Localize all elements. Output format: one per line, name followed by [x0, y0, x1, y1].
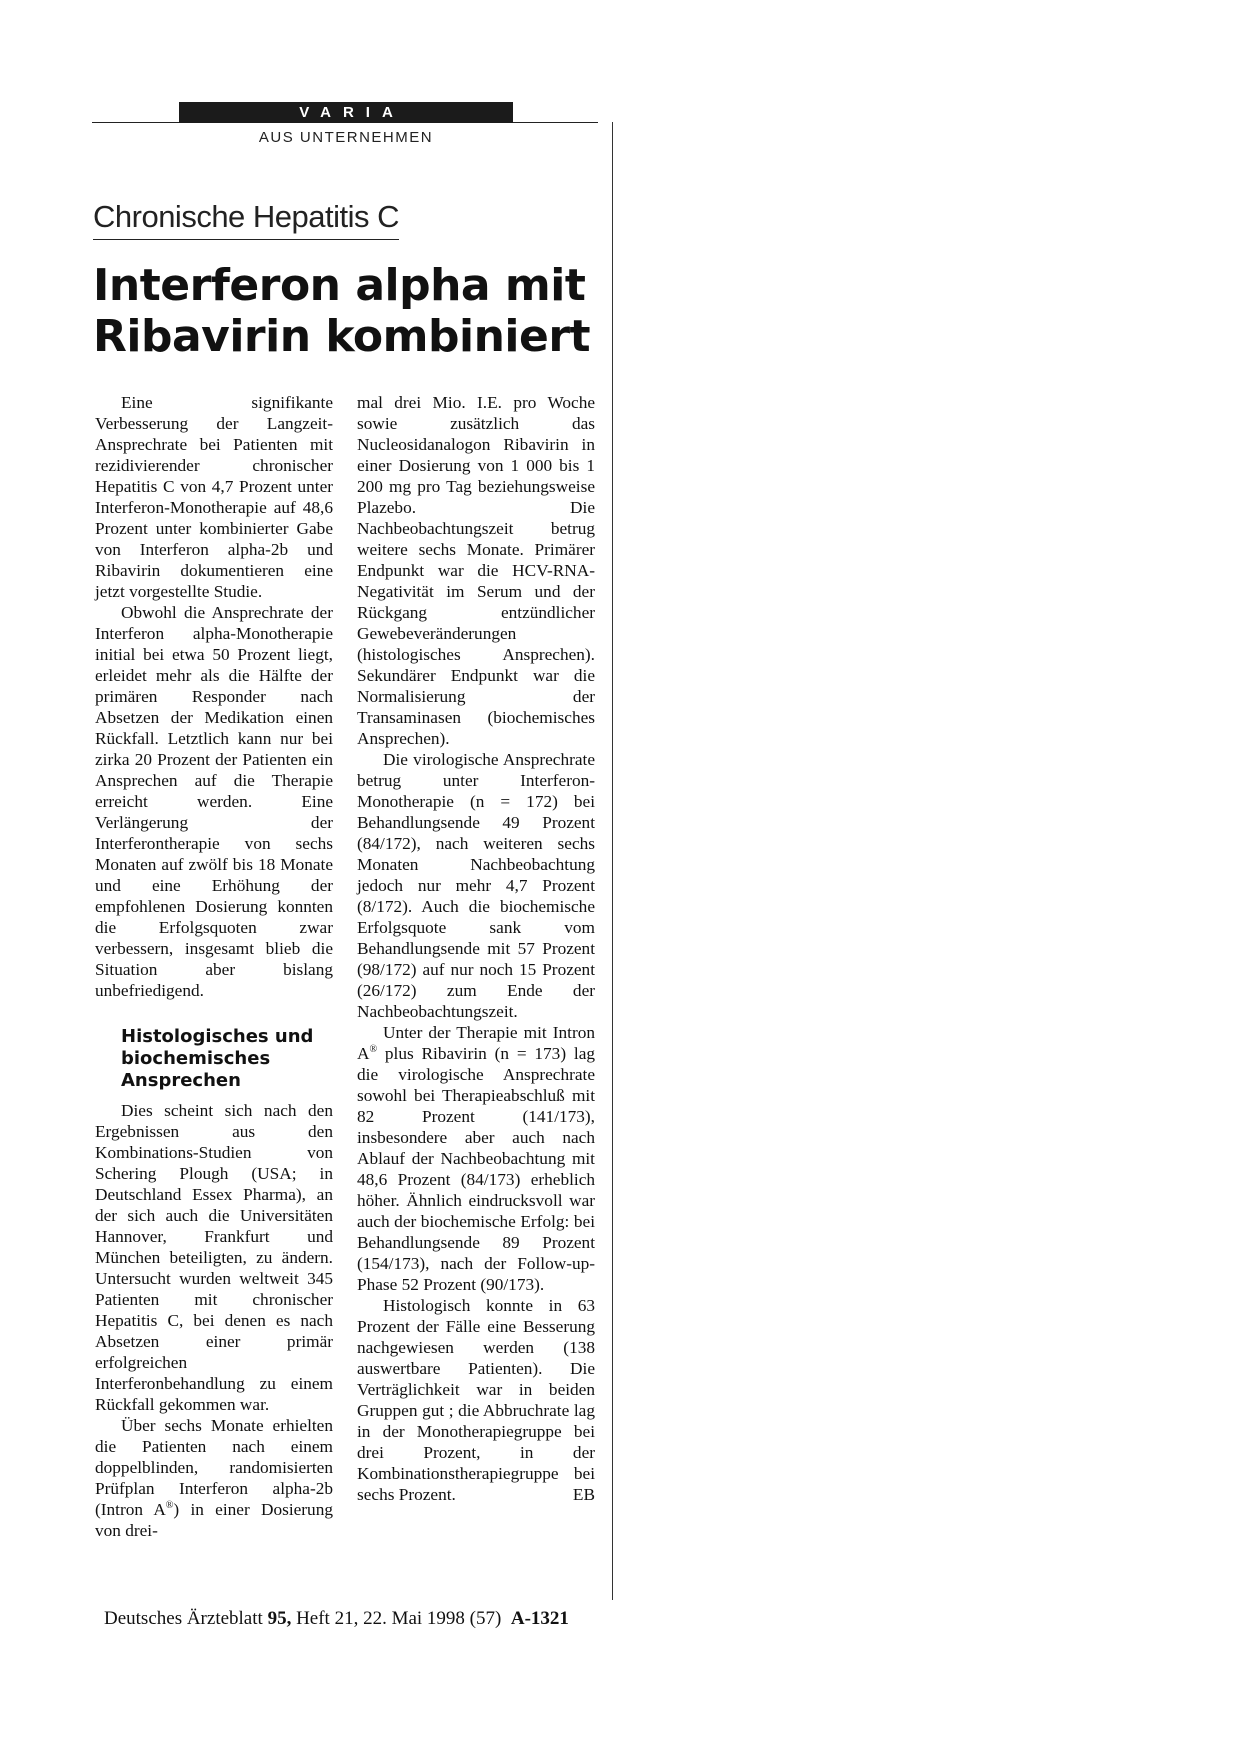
subsection-label: AUS UNTERNEHMEN [258, 129, 434, 146]
registered-mark: ® [369, 1044, 378, 1056]
paragraph: Die virologische Ansprechrate betrug unter Interferon-Monotherapie (n = 172) bei Behandlungsende 49 Prozent (84/172), nach weiteren sechs Monaten Nachbeobachtung jedoch nur mehr 4,7 Prozent (8/172). Auch die biochemische Erfolgsquote sank vom Behandlungsende mit 57 Prozent (98/172) auf nur noch 15 Prozent (26/172) zum Ende der Nachbeobachtungszeit. [357, 750, 595, 1021]
section-label: VARIA [179, 102, 513, 123]
issue-info: Heft 21, 22. Mai 1998 (57) [296, 1608, 502, 1629]
journal-name: Deutsches Ärzteblatt [104, 1608, 263, 1629]
paragraph: mal drei Mio. I.E. pro Woche sowie zusätzlich das Nucleosidanalogon Ribavirin in einer Dosierung von 1 000 bis 1 200 mg pro Tag beziehungsweise Plazebo. Die Nachbeobachtungszeit betrug weitere sechs Monate. Primärer Endpunkt war die HCV-RNA-Negativität im Serum und der Rückgang entzündlicher Gewebeveränderungen (histologisches Ansprechen). Sekundärer Endpunkt war die Normalisierung der Transaminasen (biochemisches Ansprechen). [357, 393, 595, 748]
volume-number: 95, [267, 1608, 292, 1629]
paragraph [357, 1022, 595, 1295]
text-fragment: plus Ribavirin (n = 173) lag die virologische Ansprechrate sowohl bei Therapieabschluß mit 82 Prozent (141/173), insbesondere aber auch nach Ablauf der Nachbeobachtung mit 48,6 Prozent (84/173) erheblich höher. Ähnlich eindrucksvoll war auch der biochemische Erfolg: bei Behandlungsende 89 Prozent (154/173), nach der Follow-up-Phase 52 Prozent (90/173). [357, 1044, 595, 1294]
text-fragment: Unter der Therapie mit Intron A [357, 1023, 595, 1063]
text-fragment: Über sechs Monate erhielten die Patienten nach einem doppelblinden, randomisierten Prüfplan Interferon alpha-2b (Intron A [95, 1416, 333, 1519]
paragraph: Eine signifikante Verbesserung der Langzeit-Ansprechrate bei Patienten mit rezidivierender chronischer Hepatitis C von 4,7 Prozent unter Interferon-Monotherapie auf 48,6 Prozent unter kombinierter Gabe von Interferon alpha-2b und Ribavirin dokumentieren eine jetzt vorgestellte Studie. [95, 393, 333, 601]
section-heading: Histologisches und biochemisches Ansprechen [121, 1026, 314, 1091]
article-kicker: Chronische Hepatitis C [93, 197, 399, 240]
text-fragment: ) in einer Dosierung von drei- [95, 1500, 333, 1540]
paragraph [357, 1295, 595, 1505]
paragraph: Dies scheint sich nach den Ergebnissen aus den Kombinations-Studien von Schering Plough (USA; in Deutschland Essex Pharma), an der sich auch die Universitäten Hannover, Frankfurt und München beteiligten, zu ändern. Untersucht wurden weltweit 345 Patienten mit chronischer Hepatitis C, bei denen es nach Absetzen einer primär erfolgreichen Interferonbehandlung zu einem Rückfall gekommen war. [95, 1101, 333, 1414]
paragraph: Obwohl die Ansprechrate der Interferon alpha-Monotherapie initial bei etwa 50 Prozent liegt, erleidet mehr als die Hälfte der primären Responder nach Absetzen der Medikation einen Rückfall. Letztlich kann nur bei zirka 20 Prozent der Patienten ein Ansprechen auf die Therapie erreicht werden. Eine Verlängerung der Interferontherapie von sechs Monaten auf zwölf bis 18 Monate und eine Erhöhung der empfohlenen Dosierung konnten die Erfolgsquoten zwar verbessern, insgesamt blieb die Situation aber bislang unbefriedigend. [95, 603, 333, 1000]
column-divider [612, 122, 613, 1600]
title-line-1: Interferon alpha mit [93, 260, 586, 311]
page-number: A-1321 [510, 1608, 569, 1629]
author-signature: EB [572, 1485, 595, 1504]
registered-mark: ® [165, 1500, 174, 1512]
text-fragment: Histologisch konnte in 63 Prozent der Fälle eine Besserung nachgewiesen werden (138 auswertbare Patienten). Die Verträglichkeit war in beiden Gruppen gut ; die Abbruchrate lag in der Monotherapiegruppe bei drei Prozent, in der Kombinationstherapiegruppe bei sechs Prozent. [357, 1296, 595, 1504]
article-title [93, 260, 590, 362]
title-line-2: Ribavirin kombiniert [93, 311, 591, 362]
text-column-right [357, 392, 595, 1505]
text-column-left [95, 392, 333, 1541]
page-footer [104, 1608, 569, 1630]
paragraph [95, 1415, 333, 1541]
